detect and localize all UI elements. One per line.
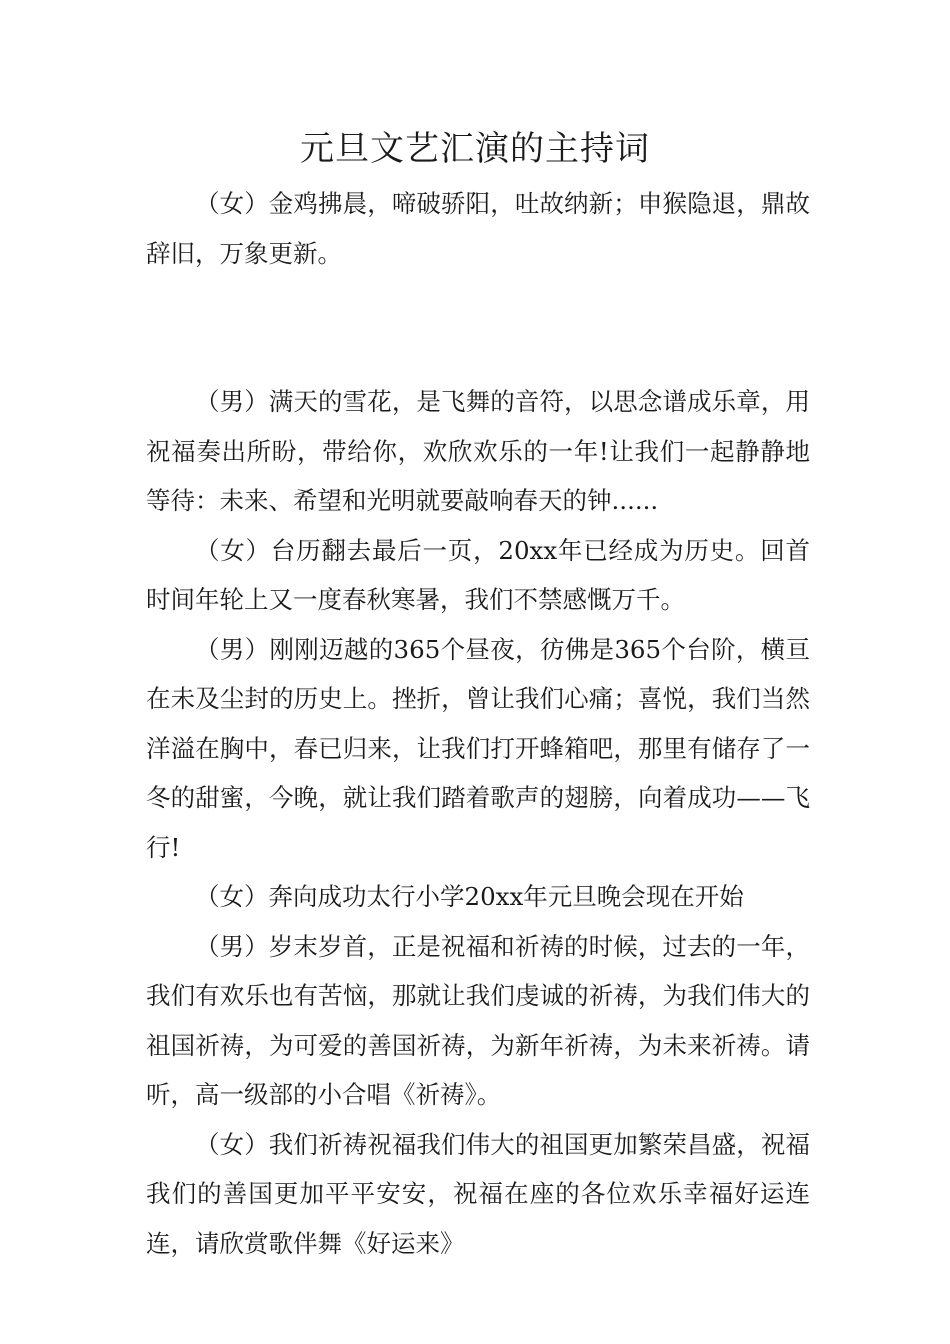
paragraph-7: （女）我们祈祷祝福我们伟大的祖国更加繁荣昌盛，祝福我们的善国更加平平安安，祝福在座的各位欢乐幸福好运连连，请欣赏歌伴舞《好运来》	[146, 1129, 810, 1258]
paragraph-gap	[146, 278, 810, 377]
paragraph-6: （男）岁末岁首，正是祝福和祈祷的时候，过去的一年，我们有欢乐也有苦恼，那就让我们虔诚的祈祷，为我们伟大的祖国祈祷，为可爱的善国祈祷，为新年祈祷，为未来祈祷。请听，高一级部的小合唱《祈祷》。	[146, 931, 810, 1109]
paragraph-3: （女）台历翻去最后一页，20xx年已经成为历史。回首时间年轮上又一度春秋寒暑，我们不禁感慨万千。	[146, 535, 810, 614]
paragraph-4: （男）刚刚迈越的365个昼夜，彷佛是365个台阶，横亘在未及尘封的历史上。挫折，曾让我们心痛；喜悦，我们当然洋溢在胸中，春已归来，让我们打开蜂箱吧，那里有储存了一冬的甜蜜，今晚，就让我们踏着歌声的翅膀，向着成功——飞行!	[146, 634, 810, 862]
paragraph-2: （男）满天的雪花，是飞舞的音符，以思念谱成乐章，用祝福奏出所盼，带给你，欢欣欢乐的一年!让我们一起静静地等待：未来、希望和光明就要敲响春天的钟......	[146, 387, 810, 515]
document-title: 元旦文艺汇演的主持词	[300, 129, 650, 169]
paragraph-1: （女）金鸡拂晨，啼破骄阳，吐故纳新；申猴隐退，鼎故辞旧，万象更新。	[146, 189, 810, 268]
document-body	[146, 179, 810, 1268]
paragraph-5: （女）奔向成功太行小学20xx年元旦晚会现在开始	[195, 882, 744, 911]
